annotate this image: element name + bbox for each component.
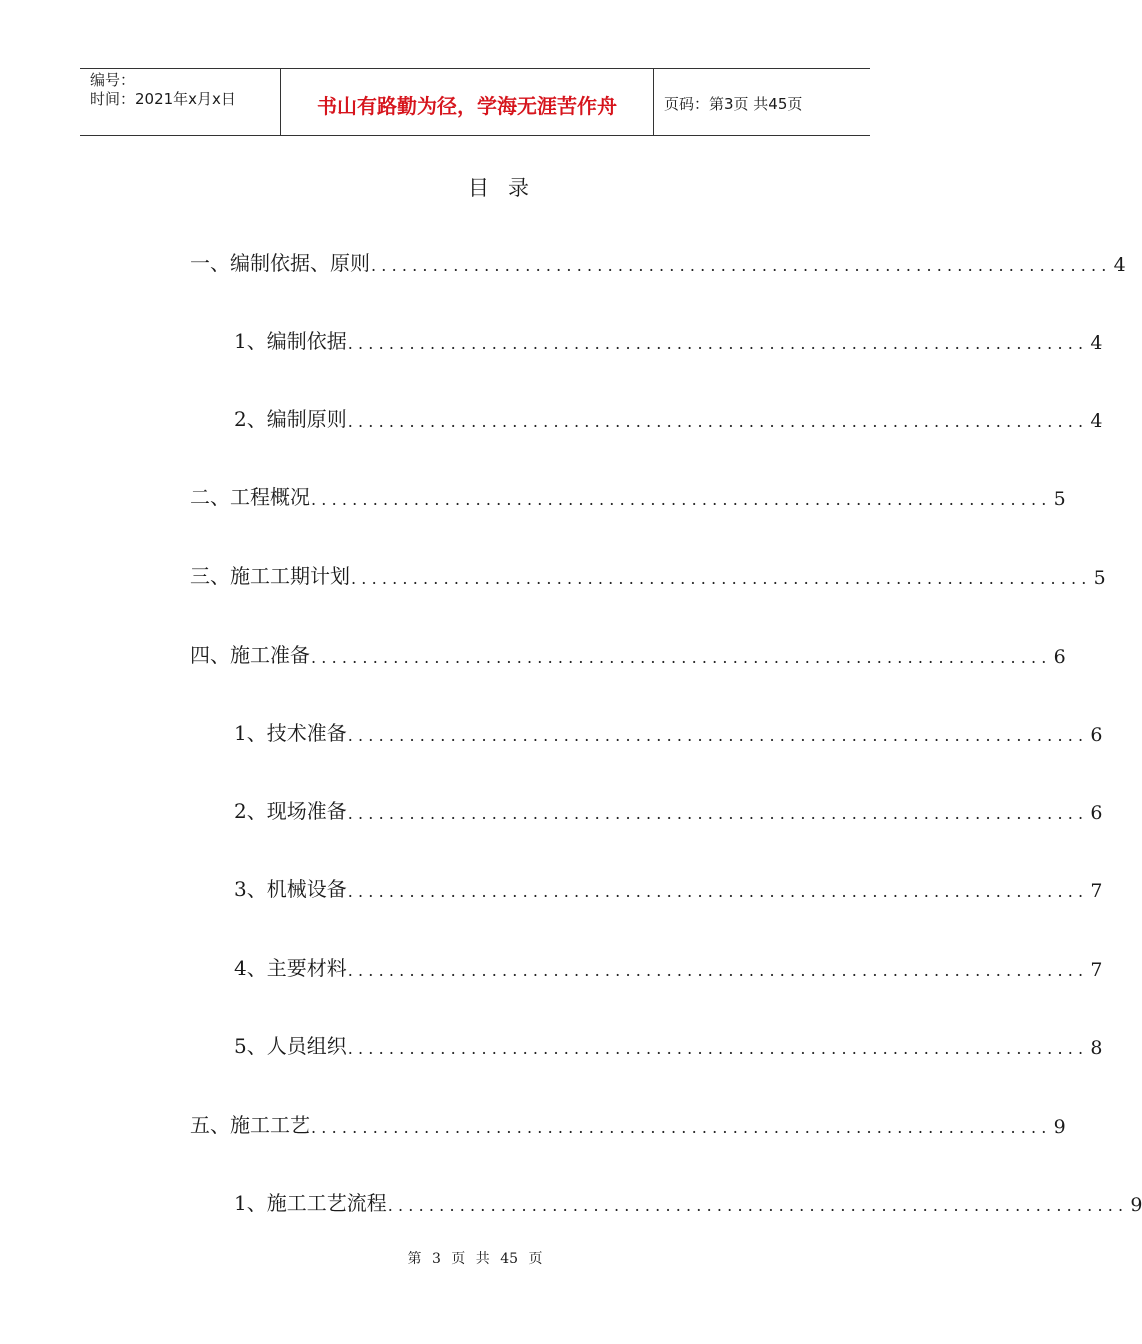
toc-entry-page: 6 xyxy=(1090,802,1103,824)
toc-leader-dots: ........................................................................ xyxy=(347,334,1089,353)
toc-entry-page: 9 xyxy=(1130,1194,1142,1216)
toc-entry-label: 1、技术准备 xyxy=(234,721,347,745)
toc-entry[interactable] xyxy=(234,874,1103,902)
toc-entry[interactable] xyxy=(234,1188,1142,1216)
toc-entry-label: 二、工程概况 xyxy=(190,485,310,509)
toc-leader-dots: ........................................................................ xyxy=(311,648,1052,667)
page-header xyxy=(80,68,870,136)
toc-entry-label: 5、人员组织 xyxy=(234,1034,347,1058)
toc-leader-dots: ........................................................................ xyxy=(351,569,1092,588)
toc-entry[interactable] xyxy=(234,953,1103,981)
toc-leader-dots: ........................................................................ xyxy=(347,882,1089,901)
toc-entry-page: 6 xyxy=(1090,724,1103,746)
toc-entry-page: 5 xyxy=(1053,488,1066,510)
toc-entry-page: 5 xyxy=(1093,567,1106,589)
toc-entry-label: 一、编制依据、原则 xyxy=(190,251,370,275)
toc-entry[interactable] xyxy=(190,248,1126,276)
toc-entry-label: 2、编制原则 xyxy=(234,407,347,431)
toc-leader-dots: ........................................................................ xyxy=(347,804,1089,823)
toc-entry[interactable] xyxy=(190,561,1106,589)
toc-entry-label: 1、施工工艺流程 xyxy=(234,1191,387,1215)
header-motto: 书山有路勤为径，学海无涯苦作舟 xyxy=(281,69,654,135)
toc-leader-dots: ........................................................................ xyxy=(347,961,1089,980)
toc-leader-dots: ........................................................................ xyxy=(387,1196,1129,1215)
toc-entry-label: 3、机械设备 xyxy=(234,877,347,901)
toc-entry-label: 三、施工工期计划 xyxy=(190,564,350,588)
toc-leader-dots: ........................................................................ xyxy=(347,1039,1089,1058)
document-number-label: 编号： xyxy=(90,71,136,89)
toc-entry-page: 6 xyxy=(1053,646,1066,668)
toc-entry[interactable] xyxy=(190,1110,1066,1138)
toc-leader-dots: ........................................................................ xyxy=(347,726,1089,745)
toc-entry[interactable] xyxy=(234,326,1103,354)
toc-entry[interactable] xyxy=(234,718,1103,746)
document-date-label: 时间：2021年x月x日 xyxy=(90,90,236,108)
header-page-info: 页码：第3页 共45页 xyxy=(664,94,803,113)
toc-entry[interactable] xyxy=(190,640,1066,668)
toc-leader-dots: ........................................................................ xyxy=(311,1118,1052,1137)
toc-entry-page: 7 xyxy=(1090,959,1103,981)
toc-entry-page: 9 xyxy=(1053,1116,1066,1138)
toc-entry[interactable] xyxy=(234,1031,1103,1059)
toc-entry-label: 五、施工工艺 xyxy=(190,1113,310,1137)
toc-entry[interactable] xyxy=(234,796,1103,824)
toc-leader-dots: ........................................................................ xyxy=(311,490,1052,509)
toc-title-left: 目 xyxy=(468,176,489,200)
toc-entry-page: 4 xyxy=(1113,254,1126,276)
toc-entry[interactable] xyxy=(190,482,1066,510)
toc-entry-label: 1、编制依据 xyxy=(234,329,347,353)
toc-entry[interactable] xyxy=(234,404,1103,432)
toc-entry-label: 2、现场准备 xyxy=(234,799,347,823)
page-footer: 第 3 页 共 45 页 xyxy=(407,1251,543,1267)
toc-entry-page: 7 xyxy=(1090,880,1103,902)
toc-leader-dots: ........................................................................ xyxy=(371,256,1112,275)
header-meta-cell xyxy=(80,69,281,135)
toc-leader-dots: ........................................................................ xyxy=(347,412,1089,431)
toc-entry-label: 4、主要材料 xyxy=(234,956,347,980)
toc-entry-label: 四、施工准备 xyxy=(190,643,310,667)
toc-entry-page: 8 xyxy=(1090,1037,1103,1059)
toc-title-right: 录 xyxy=(508,176,529,200)
toc-entry-page: 4 xyxy=(1090,332,1103,354)
toc-entry-page: 4 xyxy=(1090,410,1103,432)
